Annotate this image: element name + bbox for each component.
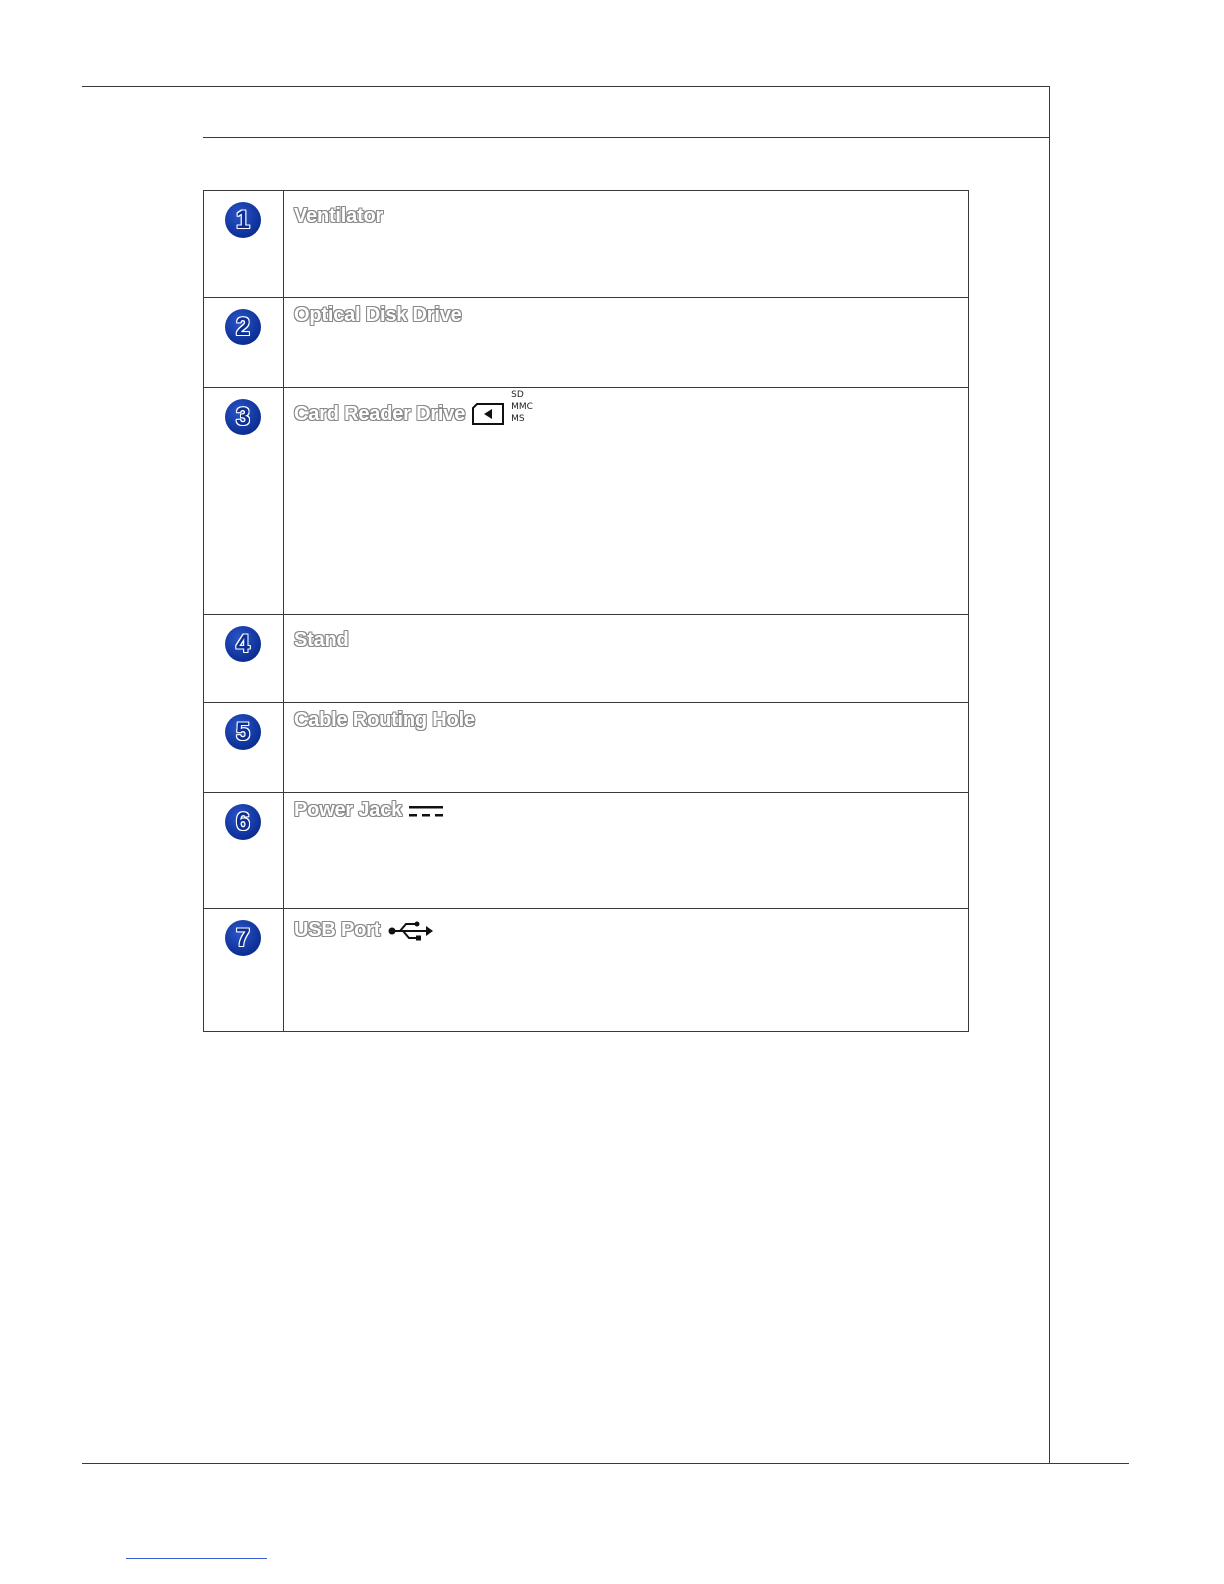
feature-title: Stand	[294, 629, 349, 651]
description-cell	[284, 615, 968, 702]
dc-power-icon	[408, 803, 444, 819]
feature-title: USB Port	[294, 919, 381, 941]
number-badge: 5	[225, 714, 261, 750]
feature-row	[204, 191, 968, 297]
header-rule	[82, 86, 1050, 87]
number-cell	[204, 191, 284, 297]
footer-link-underline	[126, 1558, 267, 1559]
number-cell	[204, 298, 284, 387]
card-type-label: SD	[511, 390, 524, 400]
feature-row	[204, 297, 968, 387]
number-badge: 7	[225, 920, 261, 956]
feature-row	[204, 908, 968, 1031]
number-cell	[204, 615, 284, 702]
description-cell	[284, 703, 968, 792]
feature-title: Ventilator	[294, 205, 384, 227]
feature-row	[204, 614, 968, 702]
number-badge: 3	[225, 399, 261, 435]
card-type-list	[511, 389, 533, 425]
feature-title: Card Reader Drive	[294, 402, 466, 425]
feature-title: Power Jack	[294, 799, 403, 821]
margin-rule	[1049, 86, 1050, 1463]
feature-table	[203, 190, 969, 1032]
section-rule	[203, 137, 1050, 138]
number-cell	[204, 793, 284, 908]
card-type-label: MMC	[511, 402, 533, 412]
number-cell	[204, 388, 284, 614]
feature-row	[204, 792, 968, 908]
number-badge: 4	[225, 626, 261, 662]
footer-rule	[82, 1463, 1129, 1464]
feature-title: Cable Routing Hole	[294, 709, 475, 731]
number-cell	[204, 909, 284, 1031]
description-cell	[284, 191, 968, 297]
description-cell	[284, 298, 968, 387]
number-badge: 6	[225, 804, 261, 840]
feature-row	[204, 387, 968, 614]
feature-title: Optical Disk Drive	[294, 304, 462, 326]
usb-icon	[388, 920, 434, 942]
number-cell	[204, 703, 284, 792]
card-type-label: MS	[511, 414, 525, 424]
card-slot-icon	[471, 402, 505, 426]
description-cell	[284, 388, 968, 614]
number-badge: 2	[225, 309, 261, 345]
feature-row	[204, 702, 968, 792]
description-cell	[284, 909, 968, 1031]
number-badge: 1	[225, 202, 261, 238]
description-cell	[284, 793, 968, 908]
